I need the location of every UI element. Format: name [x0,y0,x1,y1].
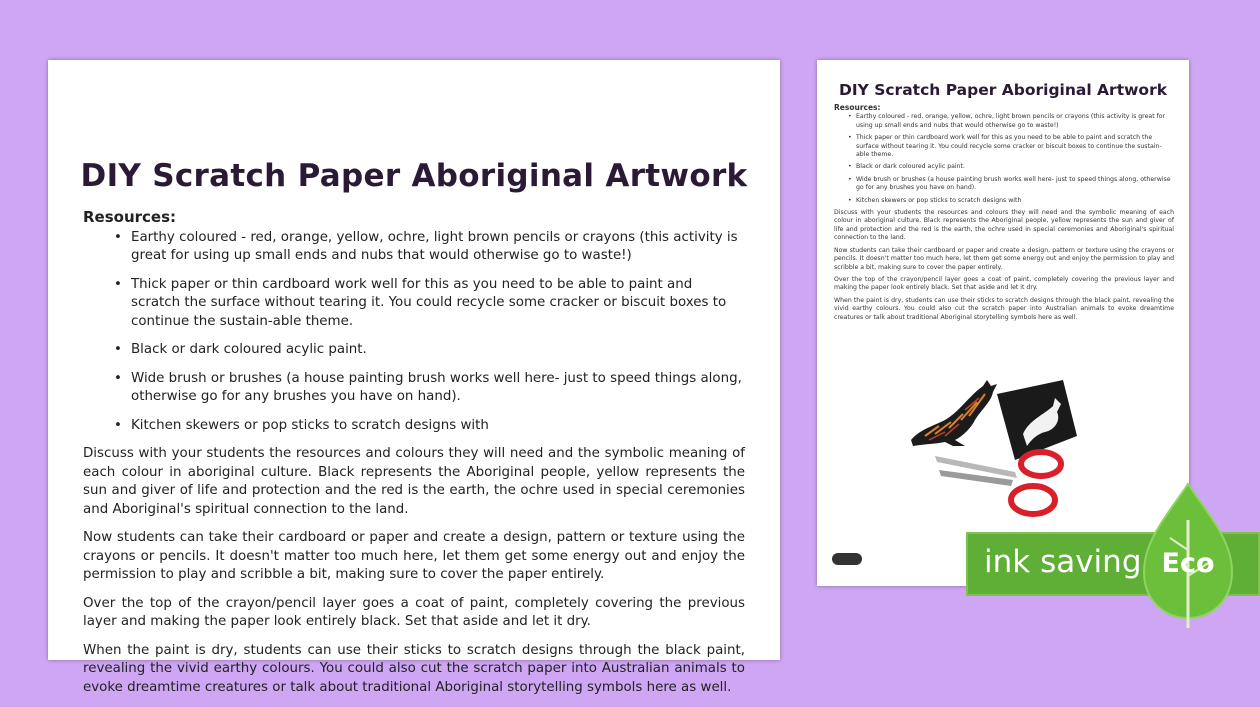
scissors-icon [935,452,1061,514]
body-paragraph: Over the top of the crayon/pencil layer goes a coat of paint, completely covering the previous layer and making the paper look entirely black. Set that aside and let it dry. [83,595,745,629]
thumbnail-paragraph: Over the top of the crayon/pencil layer goes a coat of paint, completely covering the previous layer and making the paper look entirely black. Set that aside and let it dry. [834,275,1174,292]
page-content [83,208,745,707]
resources-heading: Resources: [83,208,177,226]
resource-item: • Earthy coloured - red, orange, yellow, ochre, light brown pencils or crayons (this activity is great for using up small ends and nubs that would otherwise go to waste!) [131,229,745,266]
resources-list [83,229,745,436]
eco-label: Eco [1161,548,1215,579]
page-title: DIY Scratch Paper Aboriginal Artwork [80,158,748,194]
body-paragraph: When the paint is dry, students can use their sticks to scratch designs through the black paint, revealing the vivid earthy colours. You could also cut the scratch paper into Australian animals to evoke dreamtime creatures or talk about traditional Aboriginal storytelling symbols here as well. [83,642,745,695]
resource-item: • Thick paper or thin cardboard work well for this as you need to be able to paint and scratch the surface without tearing it. You could recycle some cracker or biscuit boxes to continue the sustain-able theme. [131,276,745,332]
thumbnail-content [834,104,1174,326]
thumbnail-resources-heading: Resources: [834,103,881,112]
document-page-thumbnail [817,60,1189,586]
thumbnail-resource-item: • Black or dark coloured acylic paint. [856,163,1174,171]
ink-saving-label: ink saving [984,544,1142,580]
body-paragraph: Now students can take their cardboard or paper and create a design, pattern or texture using the crayons or pencils. It doesn't matter too much here, let them get some energy out and enjoy the permission to play and scribble a bit, making sure to cover the paper entirely. [83,530,745,582]
eco-leaf-badge [1140,480,1236,630]
black-card-kangaroo-icon [997,380,1077,460]
thumbnail-resource-item: • Earthy coloured - red, orange, yellow, ochre, light brown pencils or crayons (this activity is great for using up small ends and nubs that would otherwise go to waste!) [856,113,1174,130]
scratched-kangaroo-icon [911,380,997,446]
thumbnail-resource-item: • Wide brush or brushes (a house painting brush works well here- just to speed things along, otherwise go for any brushes you have on hand). [856,176,1174,193]
resource-item: • Wide brush or brushes (a house painting brush works well here- just to speed things along, otherwise go for any brushes you have on hand). [131,370,745,407]
document-page-large [48,60,780,695]
thumbnail-resource-item: • Kitchen skewers or pop sticks to scratch designs with [856,197,1174,205]
thumbnail-resource-item: • Thick paper or thin cardboard work well for this as you need to be able to paint and scratch the surface without tearing it. You could recycle some cracker or biscuit boxes to continue the sustain-able theme. [856,134,1174,159]
thumbnail-title: DIY Scratch Paper Aboriginal Artwork [838,81,1168,99]
resource-item: • Kitchen skewers or pop sticks to scratch designs with [131,417,745,436]
body-paragraph: Discuss with your students the resources and colours they will need and the symbolic meaning of each colour in aboriginal culture. Black represents the Aboriginal people, yellow represents the sun and giver of life and protection and the red is the earth, the ochre used in special ceremonies and Aboriginal's spiritual connection to the land. [83,446,745,517]
logo-icon [832,553,862,565]
thumbnail-paragraph: When the paint is dry, students can use their sticks to scratch designs through the black paint, revealing the vivid earthy colours. You could also cut the scratch paper into Australian animals to evoke dreamtime creatures or talk about traditional Aboriginal storytelling symbols here as well. [834,296,1174,321]
resource-item: • Black or dark coloured acylic paint. [131,341,745,360]
thumbnail-resources-list [834,113,1174,205]
kangaroo-scratch-art [905,374,1095,524]
thumbnail-paragraph: Now students can take their cardboard or paper and create a design, pattern or texture using the crayons or pencils. It doesn't matter too much here, let them get some energy out and enjoy the permission to play and scribble a bit, making sure to cover the paper entirely. [834,246,1174,271]
thumbnail-paragraph: Discuss with your students the resources and colours they will need and the symbolic meaning of each colour in aboriginal culture. Black represents the Aboriginal people, yellow represents the sun and giver of life and protection and the red is the earth, the ochre used in special ceremonies and Aboriginal's spiritual connection to the land. [834,209,1174,242]
